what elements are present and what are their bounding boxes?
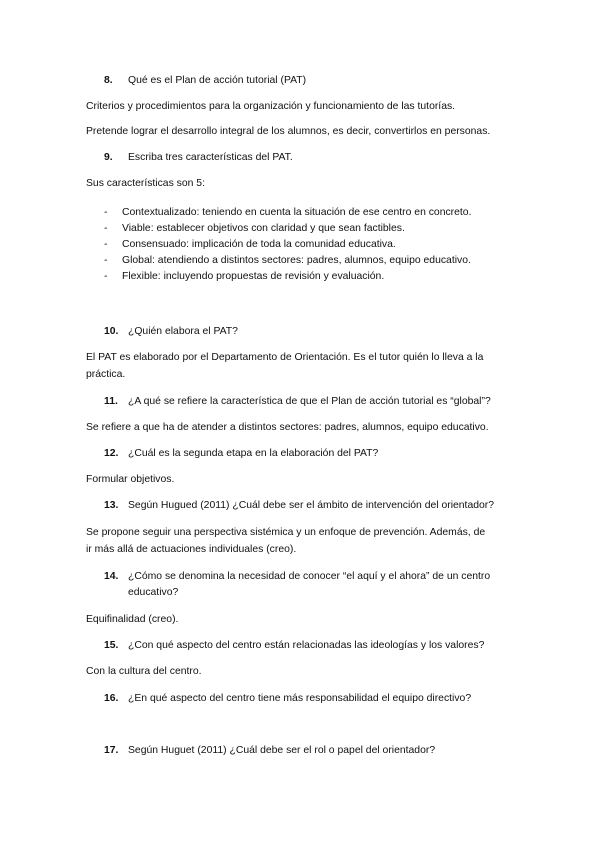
question-number: 9. — [104, 152, 113, 163]
list-item: - Global: atendiendo a distintos sectores: padres, alumnos, equipo educativo. — [104, 255, 471, 266]
list-item: - Contextualizado: teniendo en cuenta la situación de ese centro en concreto. — [104, 207, 472, 218]
bullet-marker: - — [104, 239, 108, 250]
answer-13-line-1: Se propone seguir una perspectiva sistémica y un enfoque de prevención. Además, de — [86, 527, 486, 538]
question-text: ¿Cómo se denomina la necesidad de conocer “el aquí y el ahora” de un centro — [128, 571, 491, 582]
answer-8-line-1: Criterios y procedimientos para la organización y funcionamiento de las tutorías. — [86, 101, 456, 112]
question-text: ¿A qué se refiere la característica de que el Plan de acción tutorial es “global”? — [128, 396, 491, 407]
question-number: 14. — [104, 571, 119, 582]
question-11 — [104, 394, 491, 409]
question-10 — [104, 324, 238, 339]
question-number: 16. — [104, 693, 119, 704]
bullet-marker: - — [104, 255, 108, 266]
question-number: 8. — [104, 75, 113, 86]
question-number: 10. — [104, 326, 119, 337]
answer-15: Con la cultura del centro. — [86, 666, 202, 677]
question-17 — [104, 743, 435, 758]
question-14-continuation: educativo? — [128, 587, 179, 598]
answer-14: Equifinalidad (creo). — [86, 614, 179, 625]
answer-12: Formular objetivos. — [86, 474, 175, 485]
answer-10-line-1: El PAT es elaborado por el Departamento de Orientación. Es el tutor quién lo lleva a la — [86, 352, 484, 363]
question-14 — [104, 569, 490, 584]
question-text: Escriba tres características del PAT. — [128, 152, 293, 163]
list-item: - Consensuado: implicación de toda la comunidad educativa. — [104, 239, 396, 250]
question-text: Según Hugued (2011) ¿Cuál debe ser el ámbito de intervención del orientador? — [128, 500, 495, 511]
question-8 — [104, 73, 306, 88]
question-9 — [104, 150, 293, 165]
question-number: 15. — [104, 640, 119, 651]
question-number: 13. — [104, 500, 119, 511]
answer-8-line-2: Pretende lograr el desarrollo integral de los alumnos, es decir, convertirlos en personas. — [86, 126, 491, 137]
bullet-marker: - — [104, 207, 108, 218]
question-text: ¿Quién elabora el PAT? — [128, 326, 238, 337]
answer-9-intro: Sus características son 5: — [86, 178, 205, 189]
list-item: - Flexible: incluyendo propuestas de revisión y evaluación. — [104, 271, 385, 282]
question-text: ¿Con qué aspecto del centro están relacionadas las ideologías y los valores? — [128, 640, 485, 651]
question-text: ¿En qué aspecto del centro tiene más responsabilidad el equipo directivo? — [128, 693, 472, 704]
answer-11: Se refiere a que ha de atender a distintos sectores: padres, alumnos, equipo educativo. — [86, 422, 489, 433]
question-13 — [104, 498, 494, 513]
answer-13-line-2: ir más allá de actuaciones individuales (creo). — [86, 544, 297, 555]
question-text: Qué es el Plan de acción tutorial (PAT) — [128, 75, 307, 86]
question-16 — [104, 691, 471, 706]
bullet-marker: - — [104, 271, 108, 282]
question-12 — [104, 446, 378, 461]
question-15 — [104, 638, 484, 653]
question-number: 17. — [104, 745, 119, 756]
list-item: - Viable: establecer objetivos con claridad y que sean factibles. — [104, 223, 405, 234]
question-number: 12. — [104, 448, 119, 459]
question-text: ¿Cuál es la segunda etapa en la elaboración del PAT? — [128, 448, 379, 459]
bullet-marker: - — [104, 223, 108, 234]
question-text: Según Huguet (2011) ¿Cuál debe ser el rol o papel del orientador? — [128, 745, 436, 756]
question-number: 11. — [104, 396, 118, 407]
answer-10-line-2: práctica. — [86, 369, 126, 380]
